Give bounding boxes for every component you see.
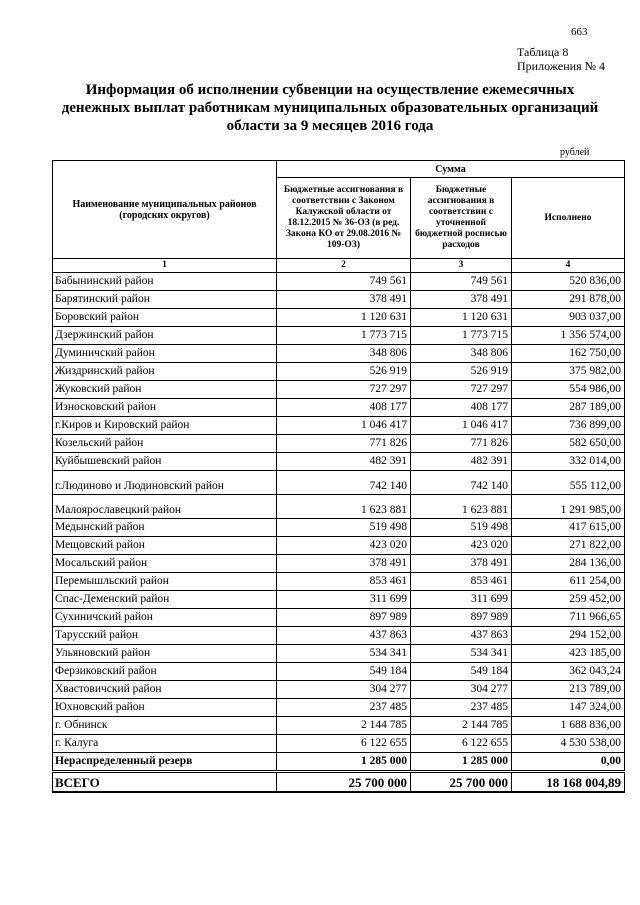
row-name: Медынский район [53,519,277,537]
table-row [53,453,625,471]
row-refined-budget: 482 391 [411,453,512,471]
row-refined-budget: 304 277 [411,681,512,699]
row-executed: 582 650,00 [512,435,625,453]
row-executed: 711 966,65 [512,609,625,627]
row-executed: 332 014,00 [512,453,625,471]
row-name: Тарусский район [53,627,277,645]
row-budget: 853 461 [277,573,411,591]
row-name: Юхновский район [53,699,277,717]
row-name: Козельский район [53,435,277,453]
row-refined-budget: 378 491 [411,291,512,309]
table-row [53,471,625,495]
row-executed: 417 615,00 [512,519,625,537]
total-c3: 25 700 000 [411,772,512,793]
row-name: Куйбышевский район [53,453,277,471]
header-name-column: Наименование муниципальных районов (городских округов) [53,161,277,259]
table-row [53,417,625,435]
row-name: Боровский район [53,309,277,327]
table-row [53,681,625,699]
table-row [53,717,625,735]
table-row [53,699,625,717]
row-budget: 437 863 [277,627,411,645]
row-budget: 378 491 [277,555,411,573]
row-executed: 611 254,00 [512,573,625,591]
row-refined-budget: 378 491 [411,555,512,573]
row-refined-budget: 549 184 [411,663,512,681]
document-title: Информация об исполнении субвенции на осуществление ежемесячных денежных выплат работникам муниципальных образовательных организаций области за 9 месяцев 2016 года [61,82,599,134]
row-name: Износковский район [53,399,277,417]
row-refined-budget: 526 919 [411,363,512,381]
row-budget: 304 277 [277,681,411,699]
row-refined-budget: 727 297 [411,381,512,399]
row-refined-budget: 311 699 [411,591,512,609]
row-refined-budget: 1 046 417 [411,417,512,435]
row-name: Малоярославецкий район [53,495,277,519]
row-name: г.Людиново и Людиновский район [53,471,277,495]
row-refined-budget: 1 623 881 [411,495,512,519]
row-budget: 1 120 631 [277,309,411,327]
row-refined-budget: 423 020 [411,537,512,555]
row-executed: 375 982,00 [512,363,625,381]
table-row [53,609,625,627]
header-col4: Исполнено [512,178,625,259]
row-name: Мосальский район [53,555,277,573]
row-budget: 1 773 715 [277,327,411,345]
row-refined-budget: 6 122 655 [411,735,512,753]
row-refined-budget: 437 863 [411,627,512,645]
row-executed: 362 043,24 [512,663,625,681]
row-executed: 213 789,00 [512,681,625,699]
row-refined-budget: 237 485 [411,699,512,717]
row-executed: 147 324,00 [512,699,625,717]
row-refined-budget: 2 144 785 [411,717,512,735]
row-name: Хвастовичский район [53,681,277,699]
row-budget: 1 623 881 [277,495,411,519]
reserve-c2: 1 285 000 [277,753,411,772]
row-budget: 482 391 [277,453,411,471]
reserve-c3: 1 285 000 [411,753,512,772]
row-budget: 408 177 [277,399,411,417]
row-name: Думиничский район [53,345,277,363]
row-name: Дзержинский район [53,327,277,345]
row-budget: 519 498 [277,519,411,537]
row-budget: 311 699 [277,591,411,609]
row-name: Ферзиковский район [53,663,277,681]
row-budget: 534 341 [277,645,411,663]
table-row [53,573,625,591]
table-body [53,273,625,753]
page-number: 663 [571,26,588,38]
row-refined-budget: 534 341 [411,645,512,663]
row-executed: 291 878,00 [512,291,625,309]
column-number: 2 [277,259,411,273]
row-executed: 287 189,00 [512,399,625,417]
row-executed: 4 530 538,00 [512,735,625,753]
row-budget: 1 046 417 [277,417,411,435]
row-budget: 749 561 [277,273,411,291]
row-refined-budget: 742 140 [411,471,512,495]
table-row [53,537,625,555]
total-row [53,772,625,793]
row-budget: 771 826 [277,435,411,453]
table-reference [517,45,605,73]
row-executed: 162 750,00 [512,345,625,363]
appendix-ref-line: Приложения № 4 [517,59,606,73]
total-c4: 18 168 004,89 [512,772,625,793]
row-budget: 2 144 785 [277,717,411,735]
table-row [53,555,625,573]
row-budget: 727 297 [277,381,411,399]
row-name: г. Обнинск [53,717,277,735]
row-refined-budget: 771 826 [411,435,512,453]
row-budget: 742 140 [277,471,411,495]
table-row [53,495,625,519]
column-number: 4 [512,259,625,273]
row-name: Сухиничский район [53,609,277,627]
table-row [53,381,625,399]
row-name: Жуковский район [53,381,277,399]
row-refined-budget: 853 461 [411,573,512,591]
row-name: Ульяновский район [53,645,277,663]
row-refined-budget: 408 177 [411,399,512,417]
row-executed: 1 291 985,00 [512,495,625,519]
row-name: Мещовский район [53,537,277,555]
row-refined-budget: 1 773 715 [411,327,512,345]
table-row [53,309,625,327]
row-budget: 348 806 [277,345,411,363]
table-row [53,663,625,681]
header-sum-group: Сумма [277,161,625,178]
row-refined-budget: 1 120 631 [411,309,512,327]
reserve-name: Нераспределенный резерв [53,753,277,772]
table-row [53,327,625,345]
table-ref-line: Таблица 8 [517,45,569,59]
row-budget: 423 020 [277,537,411,555]
table-row [53,519,625,537]
row-executed: 520 836,00 [512,273,625,291]
row-executed: 554 986,00 [512,381,625,399]
row-name: Жиздринский район [53,363,277,381]
row-executed: 1 356 574,00 [512,327,625,345]
row-executed: 1 688 836,00 [512,717,625,735]
table-row [53,435,625,453]
row-name: Спас-Деменский район [53,591,277,609]
row-refined-budget: 519 498 [411,519,512,537]
row-name: Перемышльский район [53,573,277,591]
row-refined-budget: 348 806 [411,345,512,363]
row-budget: 897 989 [277,609,411,627]
row-name: г.Киров и Кировский район [53,417,277,435]
row-name: Барятинский район [53,291,277,309]
header-col3: Бюджетные ассигнования в соответствии с уточненной бюджетной росписью расходов [411,178,512,259]
table-row [53,591,625,609]
row-executed: 555 112,00 [512,471,625,495]
column-number: 3 [411,259,512,273]
subvention-table [52,160,625,793]
row-executed: 423 185,00 [512,645,625,663]
table-row [53,399,625,417]
row-refined-budget: 749 561 [411,273,512,291]
column-number: 1 [53,259,277,273]
row-budget: 549 184 [277,663,411,681]
row-executed: 259 452,00 [512,591,625,609]
table-row [53,735,625,753]
table-row [53,363,625,381]
table-row [53,627,625,645]
row-budget: 6 122 655 [277,735,411,753]
row-name: Бабынинский район [53,273,277,291]
row-executed: 271 822,00 [512,537,625,555]
header-col2: Бюджетные ассигнования в соответствии с Законом Калужской области от 18.12.2015 № 36-ОЗ (в ред. Закона КО от 29.08.2016 № 109-ОЗ) [277,178,411,259]
total-name: ВСЕГО [53,772,277,793]
row-executed: 736 899,00 [512,417,625,435]
row-executed: 284 136,00 [512,555,625,573]
row-budget: 526 919 [277,363,411,381]
table-row [53,273,625,291]
reserve-c4: 0,00 [512,753,625,772]
total-c2: 25 700 000 [277,772,411,793]
table-row [53,345,625,363]
row-budget: 378 491 [277,291,411,309]
table-row [53,291,625,309]
row-executed: 903 037,00 [512,309,625,327]
row-executed: 294 152,00 [512,627,625,645]
row-refined-budget: 897 989 [411,609,512,627]
unit-label: рублей [560,147,590,158]
row-budget: 237 485 [277,699,411,717]
reserve-row [53,753,625,772]
table-row [53,645,625,663]
row-name: г. Калуга [53,735,277,753]
